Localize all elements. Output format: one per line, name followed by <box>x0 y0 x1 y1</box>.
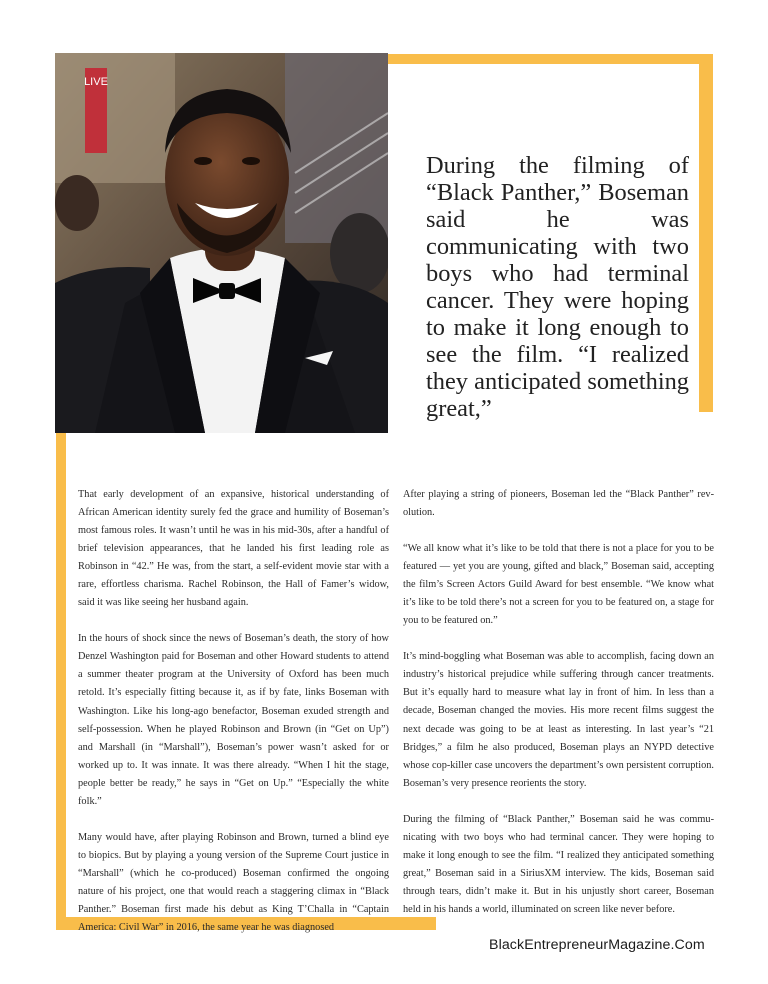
pull-quote: During the filming of “Black Panther,” Boseman said he was communicating with two boys who had terminal cancer. They were hoping to make it long enough to see the film. “I realized they anticipated something great,” <box>426 152 689 422</box>
article-column-left <box>78 486 389 937</box>
article-paragraph: It’s mind-boggling what Boseman was able to accomplish, facing down an industry’s historical prejudice while suffering through cancer treatments. But it’s equally hard to measure what lay in front of him. In less than a decade, Boseman changed the movies. His more recent films suggest the next decade was going to be at least as interesting. In last year’s “21 Bridges,” a film he also produced, Boseman plays an NYPD detective whose cop-killer case uncovers the department’s own persistent corruption. Boseman’s very presence reorients the story. <box>403 651 714 789</box>
accent-bar-top <box>388 54 713 64</box>
article-paragraph: In the hours of shock since the news of Boseman’s death, the story of how Denzel Washington paid for Boseman and other Howard students to attend a summer theater program at the University of Oxford has been much retold. It’s especially fitting because it, as if by fate, links Boseman with Washington. Like his long-ago benefactor, Boseman exuded strength and self-possession. When he played Robinson and Brown (in “Get on Up”) and Marshall (in “Marshall”), Boseman’s power wasn’t asked for or worked up to. It was innate. It was there already. “When I hit the stage, people better be ready,” he says in “Get on Up.” “Especially the white folk.” <box>78 633 389 807</box>
sign-letter: LIVE <box>84 76 108 88</box>
accent-bar-left <box>56 430 66 930</box>
article-column-right <box>403 486 714 919</box>
article-paragraph: “We all know what it’s like to be told that there is not a place for you to be featured — yet you are young, gifted and black,” Boseman said, accepting the film’s Screen Actors Guild Award for best ensemble. “We know what it’s like to be told there’s not a screen for you to be featured on, a stage for you to be featured on.” <box>403 543 714 627</box>
article-paragraph: That early development of an expansive, historical understanding of African American identity surely fed the grace and humility of Boseman’s most famous roles. It wasn’t until he was in his mid-30s, after a handful of brief television appearances, that he landed his first leading role as Robinson in “42.” He was, from the start, a self-evident movie star with a rare, effortless charisma. Rachel Robinson, the Hall of Famer’s widow, said it was like seeing her husband again. <box>78 489 389 609</box>
article-paragraph: Many would have, after playing Robinson and Brown, turned a blind eye to biopics. But by playing a young version of the Supreme Court justice in “Marshall” (which he co-produced) Boseman confirmed the ongoing nature of his project, one that would reach a staggering climax in “Black Panther.” Boseman first made his debut as King T’Challa in “Captain America: Civil War” in 2016, the same year he was diagnosed <box>78 831 389 934</box>
hero-photo <box>55 53 388 433</box>
footer-site-name: BlackEntrepreneurMagazine.Com <box>489 937 705 953</box>
accent-bar-right <box>699 54 713 412</box>
article-paragraph: During the filming of “Black Panther,” Boseman said he was communicating with two boys who had terminal cancer. They were hoping to make it long enough to see the film. “I realized they anticipated something great,” Boseman said in a SiriusXM interview. The kids, Boseman said through tears, didn’t make it. But in his unjustly short career, Boseman held in his hands a world, illuminated on screen like never before. <box>403 813 714 915</box>
hero-photo-illustration <box>55 53 388 433</box>
article-paragraph: After playing a string of pioneers, Boseman led the “Black Panther” revolution. <box>403 489 714 519</box>
